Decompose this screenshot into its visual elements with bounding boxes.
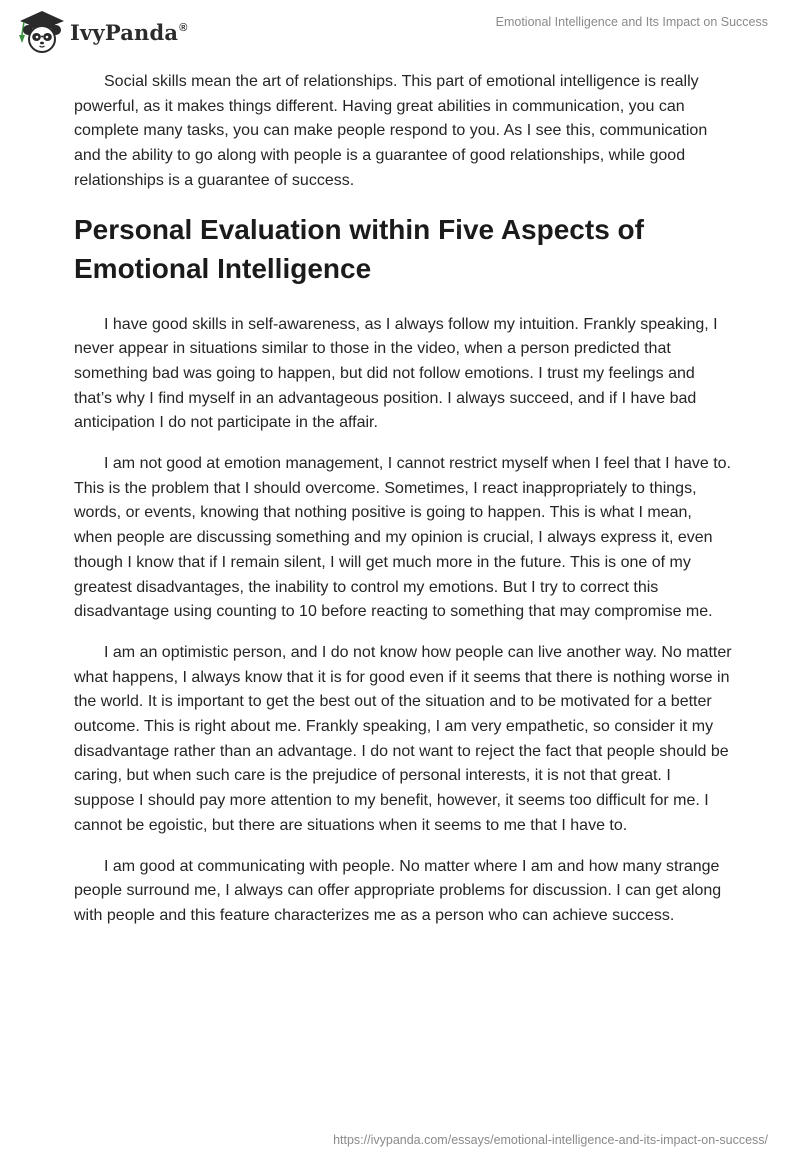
page-header: [0, 0, 800, 62]
ivypanda-logo[interactable]: [14, 8, 188, 54]
paragraph-self-awareness: I have good skills in self-awareness, as I always follow my intuition. Frankly speaking, I never appear in situations similar to those in the video, when a person predicted that something bad was going to happen, but did not follow emotions. I trust my feelings and that’s why I find myself in an advantageous position. I always succeed, and if I have bad anticipation I do not participate in the affair.: [74, 315, 718, 432]
paragraph-optimism-empathy: I am an optimistic person, and I do not know how people can live another way. No matter what happens, I always know that it is for good even if it seems that there is nothing worse in the world. It is important to get the best out of the situation and to be motivated for a better outcome. This is right about me. Frankly speaking, I am very empathetic, so consider it my disadvantage rather than an advantage. I do not want to reject the fact that people should be caring, but when such care is the prejudice of personal interests, it is not that great. I suppose I should pay more attention to my benefit, however, it seems too difficult for me. I cannot be egoistic, but there are situations when it seems to me that I have to.: [74, 643, 732, 834]
paragraph-emotion-management: I am not good at emotion management, I cannot restrict myself when I feel that I have to. This is the problem that I should overcome. Sometimes, I react inappropriately to things, words, or events, knowing that nothing positive is going to happen. This is what I mean, when people are discussing something and my opinion is crucial, I always express it, even though I know that if I remain silent, I will get much more in the future. This is one of my greatest disadvantages, the inability to control my emotions. But I try to correct this disadvantage using counting to 10 before reacting to something that may compromise me.: [74, 455, 731, 621]
source-url-link[interactable]: https://ivypanda.com/essays/emotional-intelligence-and-its-impact-on-success/: [333, 1133, 768, 1147]
section-heading: Personal Evaluation within Five Aspects of Emotional Intelligence: [74, 213, 644, 284]
panda-graduation-cap-logo-icon: [14, 8, 66, 54]
paragraph-social-skills: Social skills mean the art of relationships. This part of emotional intelligence is really powerful, as it makes things different. Having great abilities in communication, you can complete many tasks, you can make people respond to you. As I see this, communication and the ability to go along with people is a guarantee of good relationships, while good relationships is a guarantee of success.: [74, 73, 708, 189]
registered-mark: ®: [179, 21, 188, 34]
document-title: Emotional Intelligence and Its Impact on Success: [495, 15, 768, 29]
brand-name: IvyPanda®: [70, 19, 188, 45]
paragraph-communication: I am good at communicating with people. No matter where I am and how many strange people surround me, I always can offer appropriate problems for discussion. I can get along with people and this feature characterizes me as a person who can achieve success.: [74, 857, 722, 924]
essay-content: [74, 70, 734, 945]
